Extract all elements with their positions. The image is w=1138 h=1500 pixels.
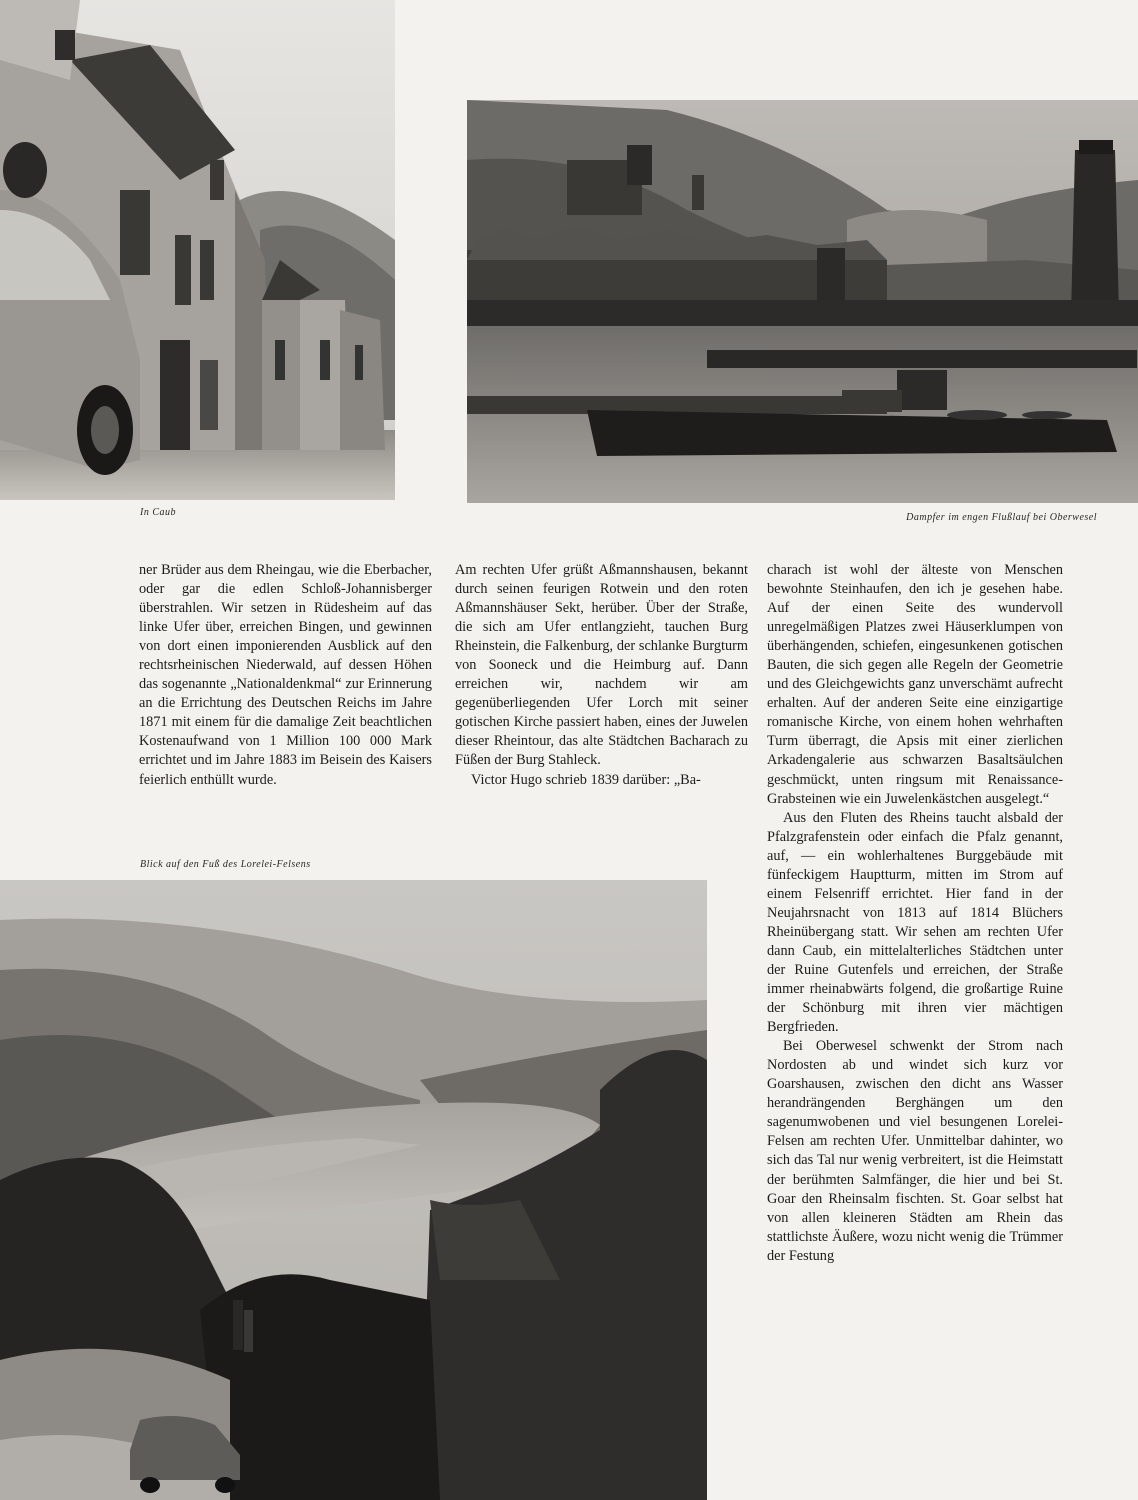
paragraph: Bei Oberwesel schwenkt der Strom nach Nordosten ab und windet sich kurz vor Goarshausen, zwischen den dicht ans Wasser herandrängenden Berghängen um den sagenumwobenen und viel besungenen Lorelei-Felsen am rechten Ufer. Unmittelbar dahinter, wo sich das Tal nur wenig verbreitert, ist die Heimstatt der berühmten Salmfänger, die hier und bei St. Goar den Rheinsalm fischten. St. Goar selbst hat von allen kleineren Städten am Rhein das stattlichste Äußere, wozu nicht wenig die Trümmer der Festung xyxy=(767,1038,1063,1264)
photo-lorelei-view xyxy=(0,880,707,1500)
caption-caub: In Caub xyxy=(140,507,176,518)
paragraph: charach ist wohl der älteste von Menschen bewohnte Steinhaufen, den ich je gesehen habe. Auf der einen Seite des wundervoll unregelmäßigen Platzes zwei Häuserklumpen von überhängenden, schiefen, eingesunkenen gotischen Bauten, die sich gegen alle Regeln der Geometrie und des Gleichgewichts ganz unverschämt aufrecht erhalten. Auf der anderen Seite eine einzigartige romanische Kirche, von einem hohen wehrhaften Turm überragt, die Apsis mit einer zierlichen Arkadengalerie aus schwarzen Basaltsäulchen geschmückt, unten ringsum mit Renaissance-Grabsteinen wie ein Juwelenkästchen ausgelegt.“ xyxy=(767,562,1063,807)
paragraph: Aus den Fluten des Rheins taucht alsbald der Pfalzgrafenstein oder einfach die Pfalz genannt, auf, — ein wohlerhaltenes Burggebäude mit fünfeckigem Hauptturm, mitten im Strom auf einem Felsenriff errichtet. Hier fand in der Neujahrsnacht von 1813 auf 1814 Blüchers Rheinübergang statt. Wir sehen am rechten Ufer dann Caub, ein mittelalterliches Städtchen unter der Ruine Gutenfels und erreichen, der Straße immer rheinabwärts folgend, die großartige Ruine der Schönburg mit ihren vier mächtigen Bergfrieden. xyxy=(767,809,1063,1036)
photo-caub-street xyxy=(0,0,395,500)
caption-lorelei: Blick auf den Fuß des Lorelei-Felsens xyxy=(140,859,311,870)
text-column-left xyxy=(139,561,432,790)
photo-oberwesel-steamer xyxy=(467,100,1138,503)
text-column-middle xyxy=(455,561,748,790)
caption-oberwesel: Dampfer im engen Flußlauf bei Oberwesel xyxy=(906,512,1097,523)
paragraph: ner Brüder aus dem Rheingau, wie die Eberbacher, oder gar die edlen Schloß-Johannisberger überstrahlen. Wir setzen in Rüdesheim auf das linke Ufer über, erreichen Bingen, und gewinnen von dort einen imponierenden Ausblick auf den rechtsrheinischen Niederwald, auf dessen Höhen das sogenannte „Nationaldenkmal“ zur Erinnerung an die Errichtung des Deutschen Reichs im Jahre 1871 mit einem für die damalige Zeit beachtlichen Kostenaufwand von 1 Million 100 000 Mark errichtet und im Jahre 1883 im Beisein des Kaisers feierlich enthüllt wurde. xyxy=(139,562,432,788)
text-column-right xyxy=(767,561,1063,1266)
paragraph: Victor Hugo schrieb 1839 darüber: „Ba- xyxy=(471,771,701,788)
paragraph: Am rechten Ufer grüßt Aßmannshausen, bekannt durch seinen feurigen Rotwein und den roten Aßmannshäuser Sekt, herüber. Über der Straße, die sich am Ufer entlangzieht, tauchen Burg Rheinstein, die Falkenburg, der schlanke Burgturm von Sooneck und die Heimburg auf. Dann erreichen wir, nachdem wir am gegenüberliegenden Ufer Lorch mit seiner gotischen Kirche passiert haben, eines der Juwelen dieser Rheintour, das alte Städtchen Bacharach zu Füßen der Burg Stahleck. xyxy=(455,562,748,769)
